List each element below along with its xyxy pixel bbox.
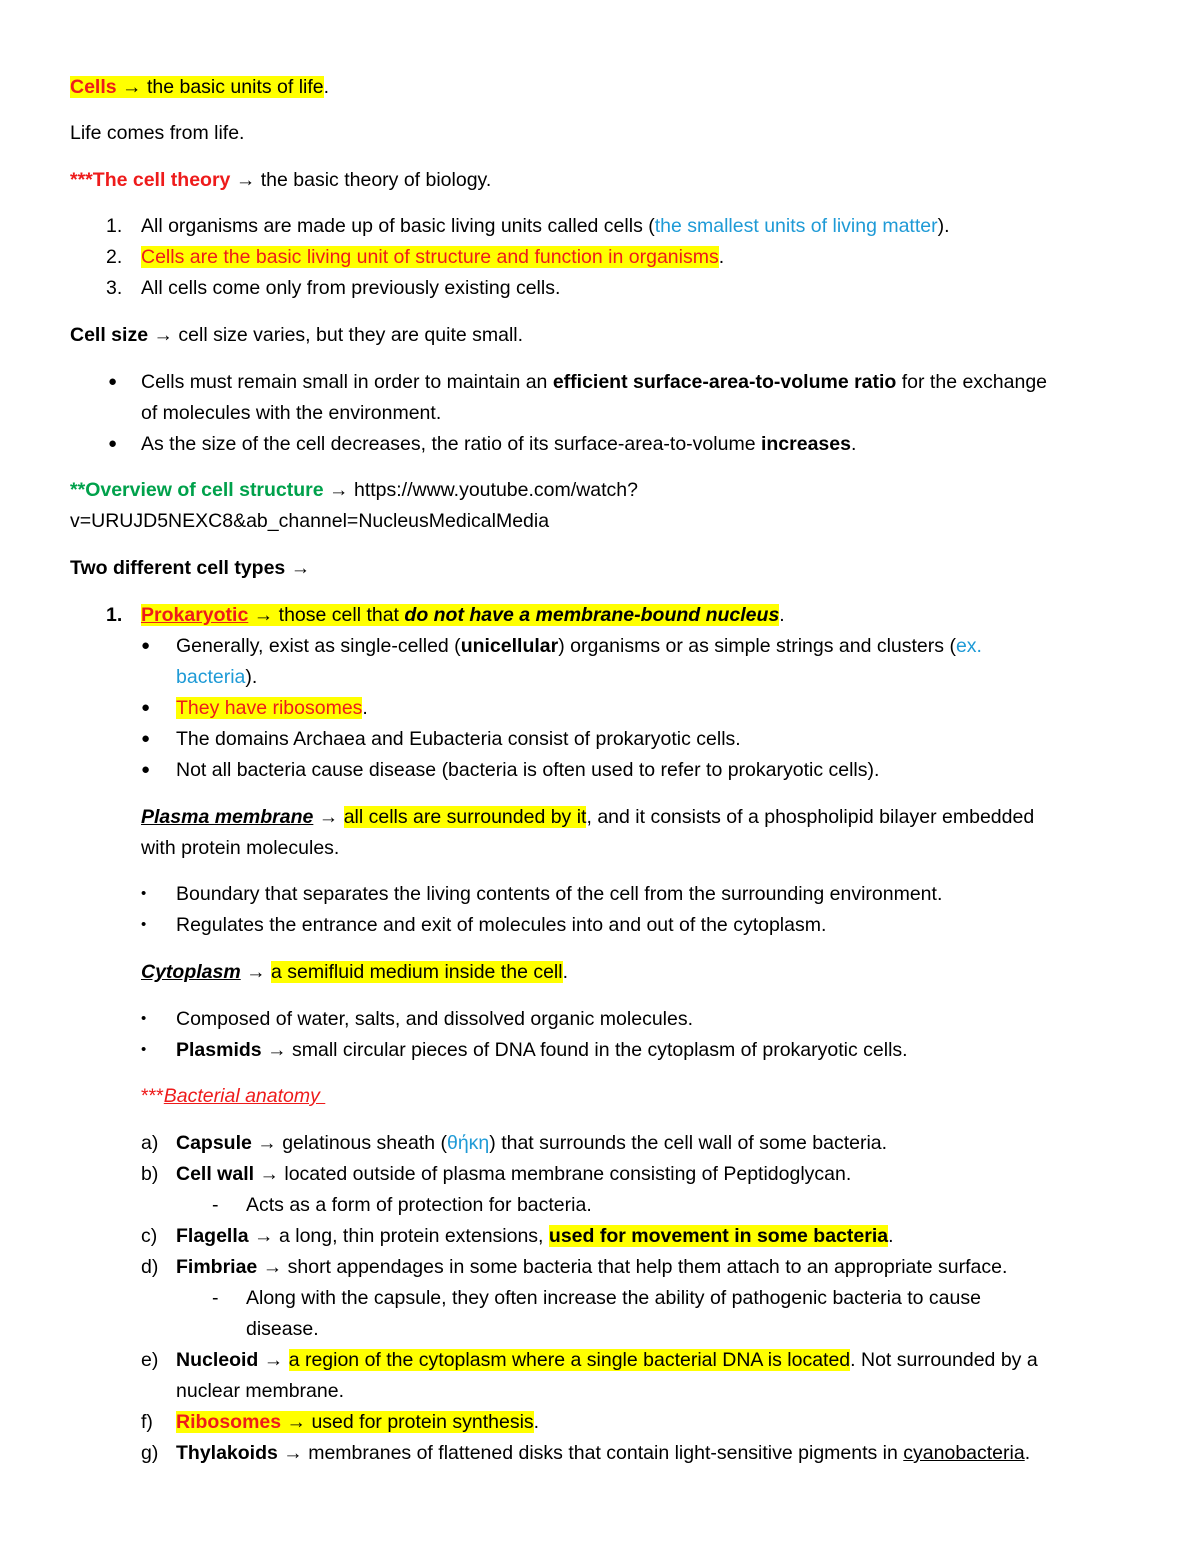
list-item [141, 214, 950, 238]
cell-size-definition: cell size varies, but they are quite small. [178, 324, 524, 346]
nucleoid-continuation: nuclear membrane. [176, 1380, 344, 1402]
list-item-continuation: of molecules with the environment. [141, 402, 442, 424]
list-item-continuation [176, 665, 257, 689]
text: for the exchange [896, 371, 1048, 393]
arrow: → [262, 1256, 283, 1278]
text: . [562, 961, 569, 983]
fimbriae-term: Fimbriae [176, 1256, 258, 1278]
intro-cells-line [70, 75, 329, 99]
list-item: Boundary that separates the living contents of the cell from the surrounding environment. [176, 883, 943, 905]
text: ). [245, 666, 258, 688]
text: . [362, 697, 368, 719]
nucleoid-term: Nucleoid [176, 1349, 259, 1371]
text: . [718, 246, 725, 268]
ribosomes-item [176, 1410, 539, 1434]
blue-text: the smallest units of living matter [654, 215, 938, 237]
underlined-text: cyanobacteria [903, 1442, 1025, 1464]
bullet-icon: ● [141, 761, 151, 778]
text: As the size of the cell decreases, the ratio of its surface-area-to-volume [141, 433, 761, 455]
bullet-icon: • [141, 1041, 147, 1058]
ribosomes-term: Ribosomes [176, 1411, 282, 1433]
list-item [176, 1038, 908, 1062]
list-letter: a) [141, 1132, 159, 1154]
bullet-icon: • [141, 916, 147, 933]
overview-line [70, 478, 638, 502]
text: . Not surrounded by a [850, 1349, 1038, 1371]
bold-italic-text: do not have a membrane-bound nucleus [404, 604, 780, 626]
bullet-icon: ● [108, 373, 118, 390]
list-number: 3. [106, 277, 123, 299]
list-letter: g) [141, 1442, 159, 1464]
cell-size-term: Cell size [70, 324, 149, 346]
bold-text: increases [760, 433, 851, 455]
cell-size-heading [70, 323, 523, 347]
thylakoids-term: Thylakoids [176, 1442, 278, 1464]
text: . [888, 1225, 894, 1247]
list-item [176, 634, 982, 658]
thylakoids-item [176, 1441, 1030, 1465]
period: . [323, 76, 330, 98]
plasma-membrane-term: Plasma membrane [141, 806, 314, 828]
text: those cell that [278, 604, 405, 626]
dash-bullet: - [212, 1287, 219, 1309]
sub-item: Acts as a form of protection for bacteria. [246, 1194, 592, 1216]
blue-text: ex. [955, 635, 982, 657]
highlighted-text: used for protein synthesis [311, 1411, 534, 1433]
list-item: Not all bacteria cause disease (bacteria is often used to refer to prokaryotic cells). [176, 759, 880, 781]
stars: *** [70, 169, 93, 191]
arrow: → [329, 479, 349, 501]
arrow: → [257, 1132, 277, 1154]
text: a long, thin protein extensions, [278, 1225, 549, 1247]
text: membranes of flattened disks that contain light-sensitive pigments in [308, 1442, 904, 1464]
arrow: → [290, 557, 311, 579]
list-item: The domains Archaea and Eubacteria consist of prokaryotic cells. [176, 728, 741, 750]
cell-theory-term: The cell theory [92, 169, 231, 191]
prokaryotic-line [141, 603, 785, 627]
list-letter: e) [141, 1349, 159, 1371]
fimbriae-item [176, 1255, 1007, 1279]
capsule-term: Capsule [176, 1132, 252, 1154]
bullet-icon: • [141, 1010, 147, 1027]
blue-text: bacteria [176, 666, 246, 688]
list-number: 1. [106, 215, 123, 237]
cell-theory-definition: the basic theory of biology. [260, 169, 492, 191]
cells-term: Cells [70, 76, 117, 98]
text: ). [937, 215, 950, 237]
life-line: Life comes from life. [70, 122, 245, 144]
text: All organisms are made up of basic living units called cells ( [141, 215, 655, 237]
bacterial-anatomy-title: Bacterial anatomy [163, 1085, 326, 1107]
plasmids-term: Plasmids [176, 1039, 262, 1061]
text: short appendages in some bacteria that help them attach to an appropriate surface. [287, 1256, 1008, 1278]
arrow: → [122, 76, 142, 98]
stars: *** [141, 1085, 164, 1107]
highlighted-text: Cells are the basic living unit of structure and function in organisms [141, 246, 719, 268]
cytoplasm-term: Cytoplasm [141, 961, 241, 983]
prokaryotic-term: Prokaryotic [141, 604, 249, 626]
text: ) organisms or as simple strings and clusters ( [558, 635, 956, 657]
list-item [141, 370, 1047, 394]
stars: ** [70, 479, 86, 501]
highlighted-text: a semifluid medium inside the cell [271, 961, 563, 983]
cell-theory-heading [70, 168, 491, 192]
text: . [850, 433, 857, 455]
text: . [533, 1411, 540, 1433]
cytoplasm-line [141, 960, 568, 984]
bullet-icon: ● [141, 730, 151, 747]
arrow: → [267, 1039, 287, 1061]
text: gelatinous sheath ( [282, 1132, 447, 1154]
arrow: → [283, 1442, 303, 1464]
arrow: → [254, 1225, 274, 1247]
list-item [141, 245, 724, 269]
arrow: → [246, 961, 266, 983]
heading-text: Two different cell types [70, 557, 286, 579]
bacterial-anatomy-heading [141, 1084, 325, 1108]
text: . [779, 604, 785, 626]
list-number: 1. [106, 604, 123, 626]
text: . [1024, 1442, 1031, 1464]
list-item: Regulates the entrance and exit of molecules into and out of the cytoplasm. [176, 914, 827, 936]
list-letter: f) [141, 1411, 153, 1433]
list-item: Composed of water, salts, and dissolved organic molecules. [176, 1008, 694, 1030]
capsule-item [176, 1131, 887, 1155]
list-letter: b) [141, 1163, 159, 1185]
highlighted-text: a region of the cytoplasm where a single bacterial DNA is located [288, 1349, 851, 1371]
arrow: → [318, 806, 339, 828]
bullet-icon: ● [108, 435, 118, 452]
bold-text: efficient surface-area-to-volume ratio [552, 371, 897, 393]
cell-wall-term: Cell wall [176, 1163, 255, 1185]
list-number: 2. [106, 246, 123, 268]
arrow: → [263, 1349, 284, 1371]
arrow: → [259, 1163, 279, 1185]
highlighted-text: They have ribosomes [176, 697, 363, 719]
flagella-term: Flagella [176, 1225, 249, 1247]
video-link[interactable]: https://www.youtube.com/watch? [353, 479, 638, 501]
nucleoid-item [176, 1348, 1038, 1372]
cells-definition: the basic units of life [146, 76, 324, 98]
blue-text: θήκη [446, 1132, 490, 1154]
plasma-membrane-continuation: with protein molecules. [141, 837, 340, 859]
text: Cells must remain small in order to maintain an [141, 371, 553, 393]
highlighted-text: used for movement in some bacteria [548, 1225, 889, 1247]
cell-types-heading [70, 556, 310, 580]
sub-item-continuation: disease. [246, 1318, 319, 1340]
video-link-continuation[interactable]: v=URUJD5NEXC8&ab_channel=NucleusMedicalMedia [70, 510, 550, 532]
arrow: → [253, 604, 274, 626]
list-item [176, 696, 368, 720]
overview-term: Overview of cell structure [85, 479, 324, 501]
sub-item: Along with the capsule, they often increase the ability of pathogenic bacteria to cause [246, 1287, 981, 1309]
dash-bullet: - [212, 1194, 219, 1216]
text: ) that surrounds the cell wall of some bacteria. [489, 1132, 888, 1154]
text: small circular pieces of DNA found in the cytoplasm of prokaryotic cells. [291, 1039, 908, 1061]
flagella-item [176, 1224, 894, 1248]
bullet-icon: • [141, 885, 147, 902]
list-item [141, 432, 856, 456]
arrow: → [286, 1411, 307, 1433]
bold-text: unicellular [460, 635, 559, 657]
text: Generally, exist as single-celled ( [176, 635, 461, 657]
bullet-icon: ● [141, 637, 151, 654]
list-letter: d) [141, 1256, 159, 1278]
highlighted-text: all cells are surrounded by it [343, 806, 587, 828]
arrow: → [153, 324, 173, 346]
text: , and it consists of a phospholipid bilayer embedded [586, 806, 1035, 828]
text: located outside of plasma membrane consisting of Peptidoglycan. [284, 1163, 852, 1185]
list-letter: c) [141, 1225, 158, 1247]
plasma-membrane-line [141, 805, 1034, 829]
bullet-icon: ● [141, 699, 151, 716]
cell-wall-item [176, 1162, 851, 1186]
list-item: All cells come only from previously existing cells. [141, 277, 561, 299]
arrow: → [235, 169, 256, 191]
